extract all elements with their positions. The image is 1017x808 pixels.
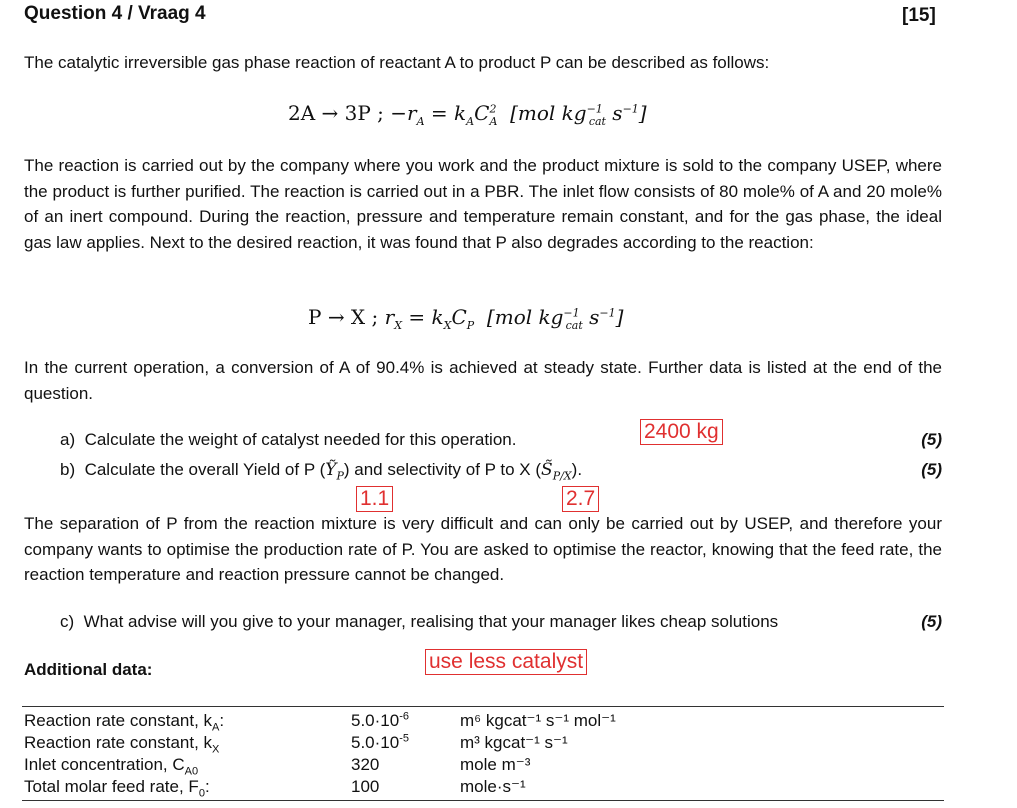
question-title: Question 4 / Vraag 4 <box>24 3 206 24</box>
table-row: Reaction rate constant, $k_X$ $5.0\cdot 10^{-5}$ m³ kgcat⁻¹ s⁻¹ <box>24 732 568 756</box>
table-row: Reaction rate constant, $k_A$: $5.0\cdot 10^{-6}$ m⁶ kgcat⁻¹ s⁻¹ mol⁻¹ <box>24 710 616 734</box>
table-bottom-rule <box>22 800 944 801</box>
annotation-advice: use less catalyst <box>425 649 587 675</box>
reaction-equation-2: P → X ; $r_X = k_XC_P$ [mol $kg^{-1}_{cat}$ $s^{-1}$] <box>308 305 624 332</box>
operation-paragraph: In the current operation, a conversion of A of 90.4% is achieved at steady state. Further data is listed at the end of the question. <box>24 358 942 403</box>
question-b: b) Calculate the overall Yield of P (Ỹ$_P$) and selectivity of P to X $(S̃_{P/X})$. <box>60 460 583 483</box>
additional-data-heading: Additional data: <box>24 660 153 679</box>
annotation-yield: 1.1 <box>356 486 393 512</box>
intro-text: The catalytic irreversible gas phase reaction of reactant A to product P can be described as follows: <box>24 53 770 72</box>
reaction-equation-1: 2A → 3P ; $-r_A = k_AC^2_A$ [mol $kg^{-1}_{cat}$ $s^{-1}$] <box>288 101 647 128</box>
total-marks: [15] <box>902 5 936 26</box>
question-c-marks: (5) <box>921 612 942 631</box>
question-a: a) Calculate the weight of catalyst needed for this operation. <box>60 430 517 449</box>
question-a-marks: (5) <box>921 430 942 449</box>
table-row: Total molar feed rate, $F_0$: 100 mole·s⁻¹ <box>24 777 526 800</box>
additional-data-table <box>22 706 944 798</box>
optimisation-paragraph: The separation of P from the reaction mixture is very difficult and can only be carried out by USEP, and therefore your company wants to optimise the production rate of P. You are asked to optimise the reactor, knowing that the feed rate, the reaction temperature and reaction pressure cannot be changed. <box>24 514 942 584</box>
annotation-selectivity: 2.7 <box>562 486 599 512</box>
annotation-catalyst-weight: 2400 kg <box>640 419 723 445</box>
table-row: Inlet concentration, $C_{A0}$ 320 mole m⁻³ <box>24 755 531 778</box>
description-paragraph: The reaction is carried out by the company where you work and the product mixture is sold to the company USEP, where the product is further purified. The reaction is carried out in a PBR. The inlet flow consists of 80 mole% of A and 20 mole% of an inert compound. During the reaction, pressure and temperature remain constant, and for the gas phase, the ideal gas law applies. Next to the desired reaction, it was found that P also degrades according to the reaction: <box>24 156 942 252</box>
question-c: c) What advise will you give to your manager, realising that your manager likes cheap solutions <box>60 612 779 631</box>
question-b-marks: (5) <box>921 460 942 479</box>
